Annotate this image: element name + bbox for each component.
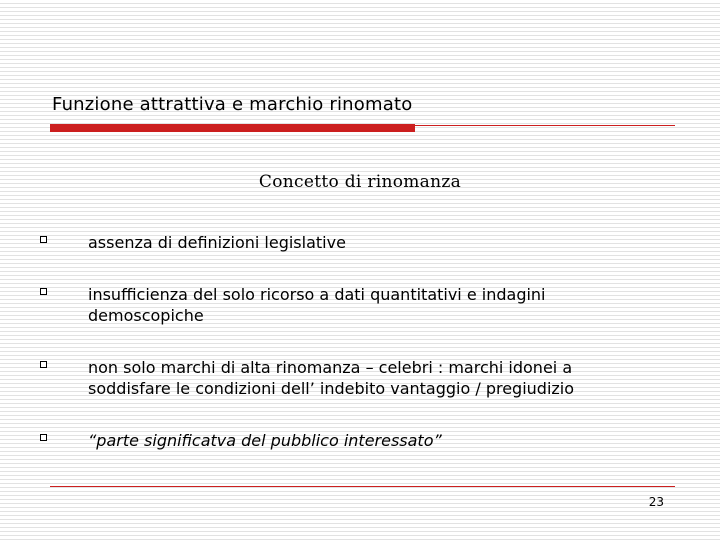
hollow-square-bullet-icon: [40, 236, 47, 243]
bullet-text: [88, 284, 668, 326]
bullet-line: assenza di definizioni legislative: [88, 233, 346, 252]
bullet-line: soddisfare le condizioni dell’ indebito vantaggio / pregiudizio: [88, 379, 575, 398]
slide-title: Funzione attrattiva e marchio rinomato: [52, 94, 413, 115]
bullet-line: “parte significatva del pubblico interessato”: [88, 431, 442, 450]
footer-rule: [50, 486, 675, 487]
bullet-text: [88, 232, 668, 253]
bullet-text: [88, 430, 668, 451]
slide-subtitle: Concetto di rinomanza: [258, 172, 462, 192]
hollow-square-bullet-icon: [40, 361, 47, 368]
title-underline-line: [415, 125, 675, 126]
hollow-square-bullet-icon: [40, 288, 47, 295]
bullet-text: [88, 357, 668, 399]
bullet-line: non solo marchi di alta rinomanza – celebri : marchi idonei a: [88, 358, 573, 377]
bullet-line: insufficienza del solo ricorso a dati quantitativi e indagini: [88, 285, 546, 304]
title-underline-bar: [50, 124, 415, 132]
bullet-line: demoscopiche: [88, 306, 204, 325]
hollow-square-bullet-icon: [40, 434, 47, 441]
page-number: 23: [648, 495, 664, 509]
